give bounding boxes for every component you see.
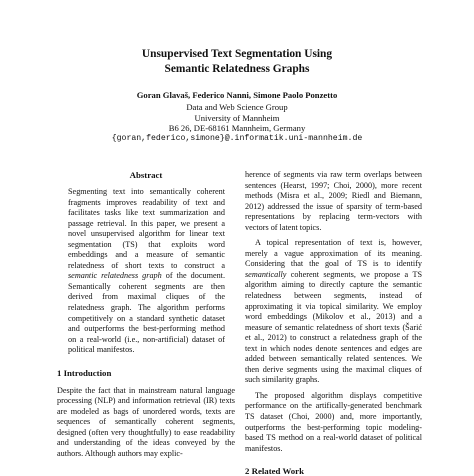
abstract-text-part-1: Segmenting text into semantically coherent fragments improves readability of text and facilitates tasks like text summarization and passage retrieval. In this paper, we present a novel unsupervised algorithm for linear text segmentation (TS) that exploits word embeddings and a measure of semantic relatedness of short texts to construct a bbox=[68, 187, 225, 270]
author-emails: {goran,federico,simone}@.informatik.uni-mannheim.de bbox=[111, 133, 363, 143]
proposal-text-part-2: coherent segments, we propose a TS algorithm aiming to directly capture the semantic relatedness between segments, instead of approximating it via topical similarity. We employ word embeddings (Mikolov et al., 2013) and a measure of semantic relatedness of short texts (Šarić et al., 2012) to construct a relatedness graph of the text in which nodes denote sentences and edges are added between semantically related sentences. We then derive segments using the maximal cliques of such similarity graphs. bbox=[245, 269, 422, 385]
abstract-text bbox=[57, 187, 235, 356]
introduction-text: Despite the fact that in mainstream natural language processing (NLP) and information retrieval (IR) texts are modeled as bags of unordered words, texts are sequences of semantically coherent segments, designed (often very thoughtfully) to ease readability and understanding of the ideas conveyed by the authors. Although authors may explic- bbox=[57, 385, 235, 459]
abstract-text-part-2: of the document. Semantically coherent segments are then derived from maximal cliques of the relatedness graph. The algorithm performs competitively on a standard synthetic dataset and outperforms the best-performing method on a real-world (i.e., non-artificial) dataset of political manifestos. bbox=[68, 271, 226, 355]
affiliation-block bbox=[0, 102, 474, 144]
paragraph-results: The proposed algorithm displays competitive performance on the artifically-generated benchmark TS dataset (Choi, 2000) and, more importantly, outperforms the best-performing topic modeling-based TS method on a real-world dataset of political manifestos. bbox=[245, 390, 422, 453]
introduction-heading: 1 Introduction bbox=[57, 367, 112, 378]
affiliation-university: University of Mannheim bbox=[194, 112, 280, 123]
abstract-emphasis: semantic relatedness graph bbox=[68, 271, 162, 281]
left-column bbox=[57, 170, 235, 460]
related-work-heading: 2 Related Work bbox=[245, 466, 304, 476]
title-line-1: Unsupervised Text Segmentation Using bbox=[141, 48, 333, 60]
title-line-2: Semantic Relatedness Graphs bbox=[164, 63, 310, 75]
paragraph-proposal bbox=[245, 238, 422, 386]
abstract-heading: Abstract bbox=[129, 170, 163, 180]
affiliation-group: Data and Web Science Group bbox=[186, 102, 288, 112]
author-list: Goran Glavaš, Federico Nanni, Simone Paolo Ponzetto bbox=[136, 90, 338, 100]
proposal-text-part-1: A topical representation of text is, however, merely a vague approximation of its meaning. Considering that the goal of TS is to identify bbox=[245, 238, 422, 269]
affiliation-address: B6 26, DE-68161 Mannheim, Germany bbox=[168, 123, 306, 134]
proposal-emphasis: semantically bbox=[245, 269, 287, 279]
paragraph-topic-methods: herence of segments via raw term overlaps between sentences (Hearst, 1997; Choi, 2000), more recent methods (Misra et al., 2009; Riedl and Biemann, 2012) addressed the issue of sparsity of term-based representations by replacing term-vectors with vectors of latent topics. bbox=[245, 170, 422, 232]
abstract-section bbox=[57, 170, 235, 356]
paper-title bbox=[0, 47, 474, 77]
right-column bbox=[245, 170, 422, 476]
